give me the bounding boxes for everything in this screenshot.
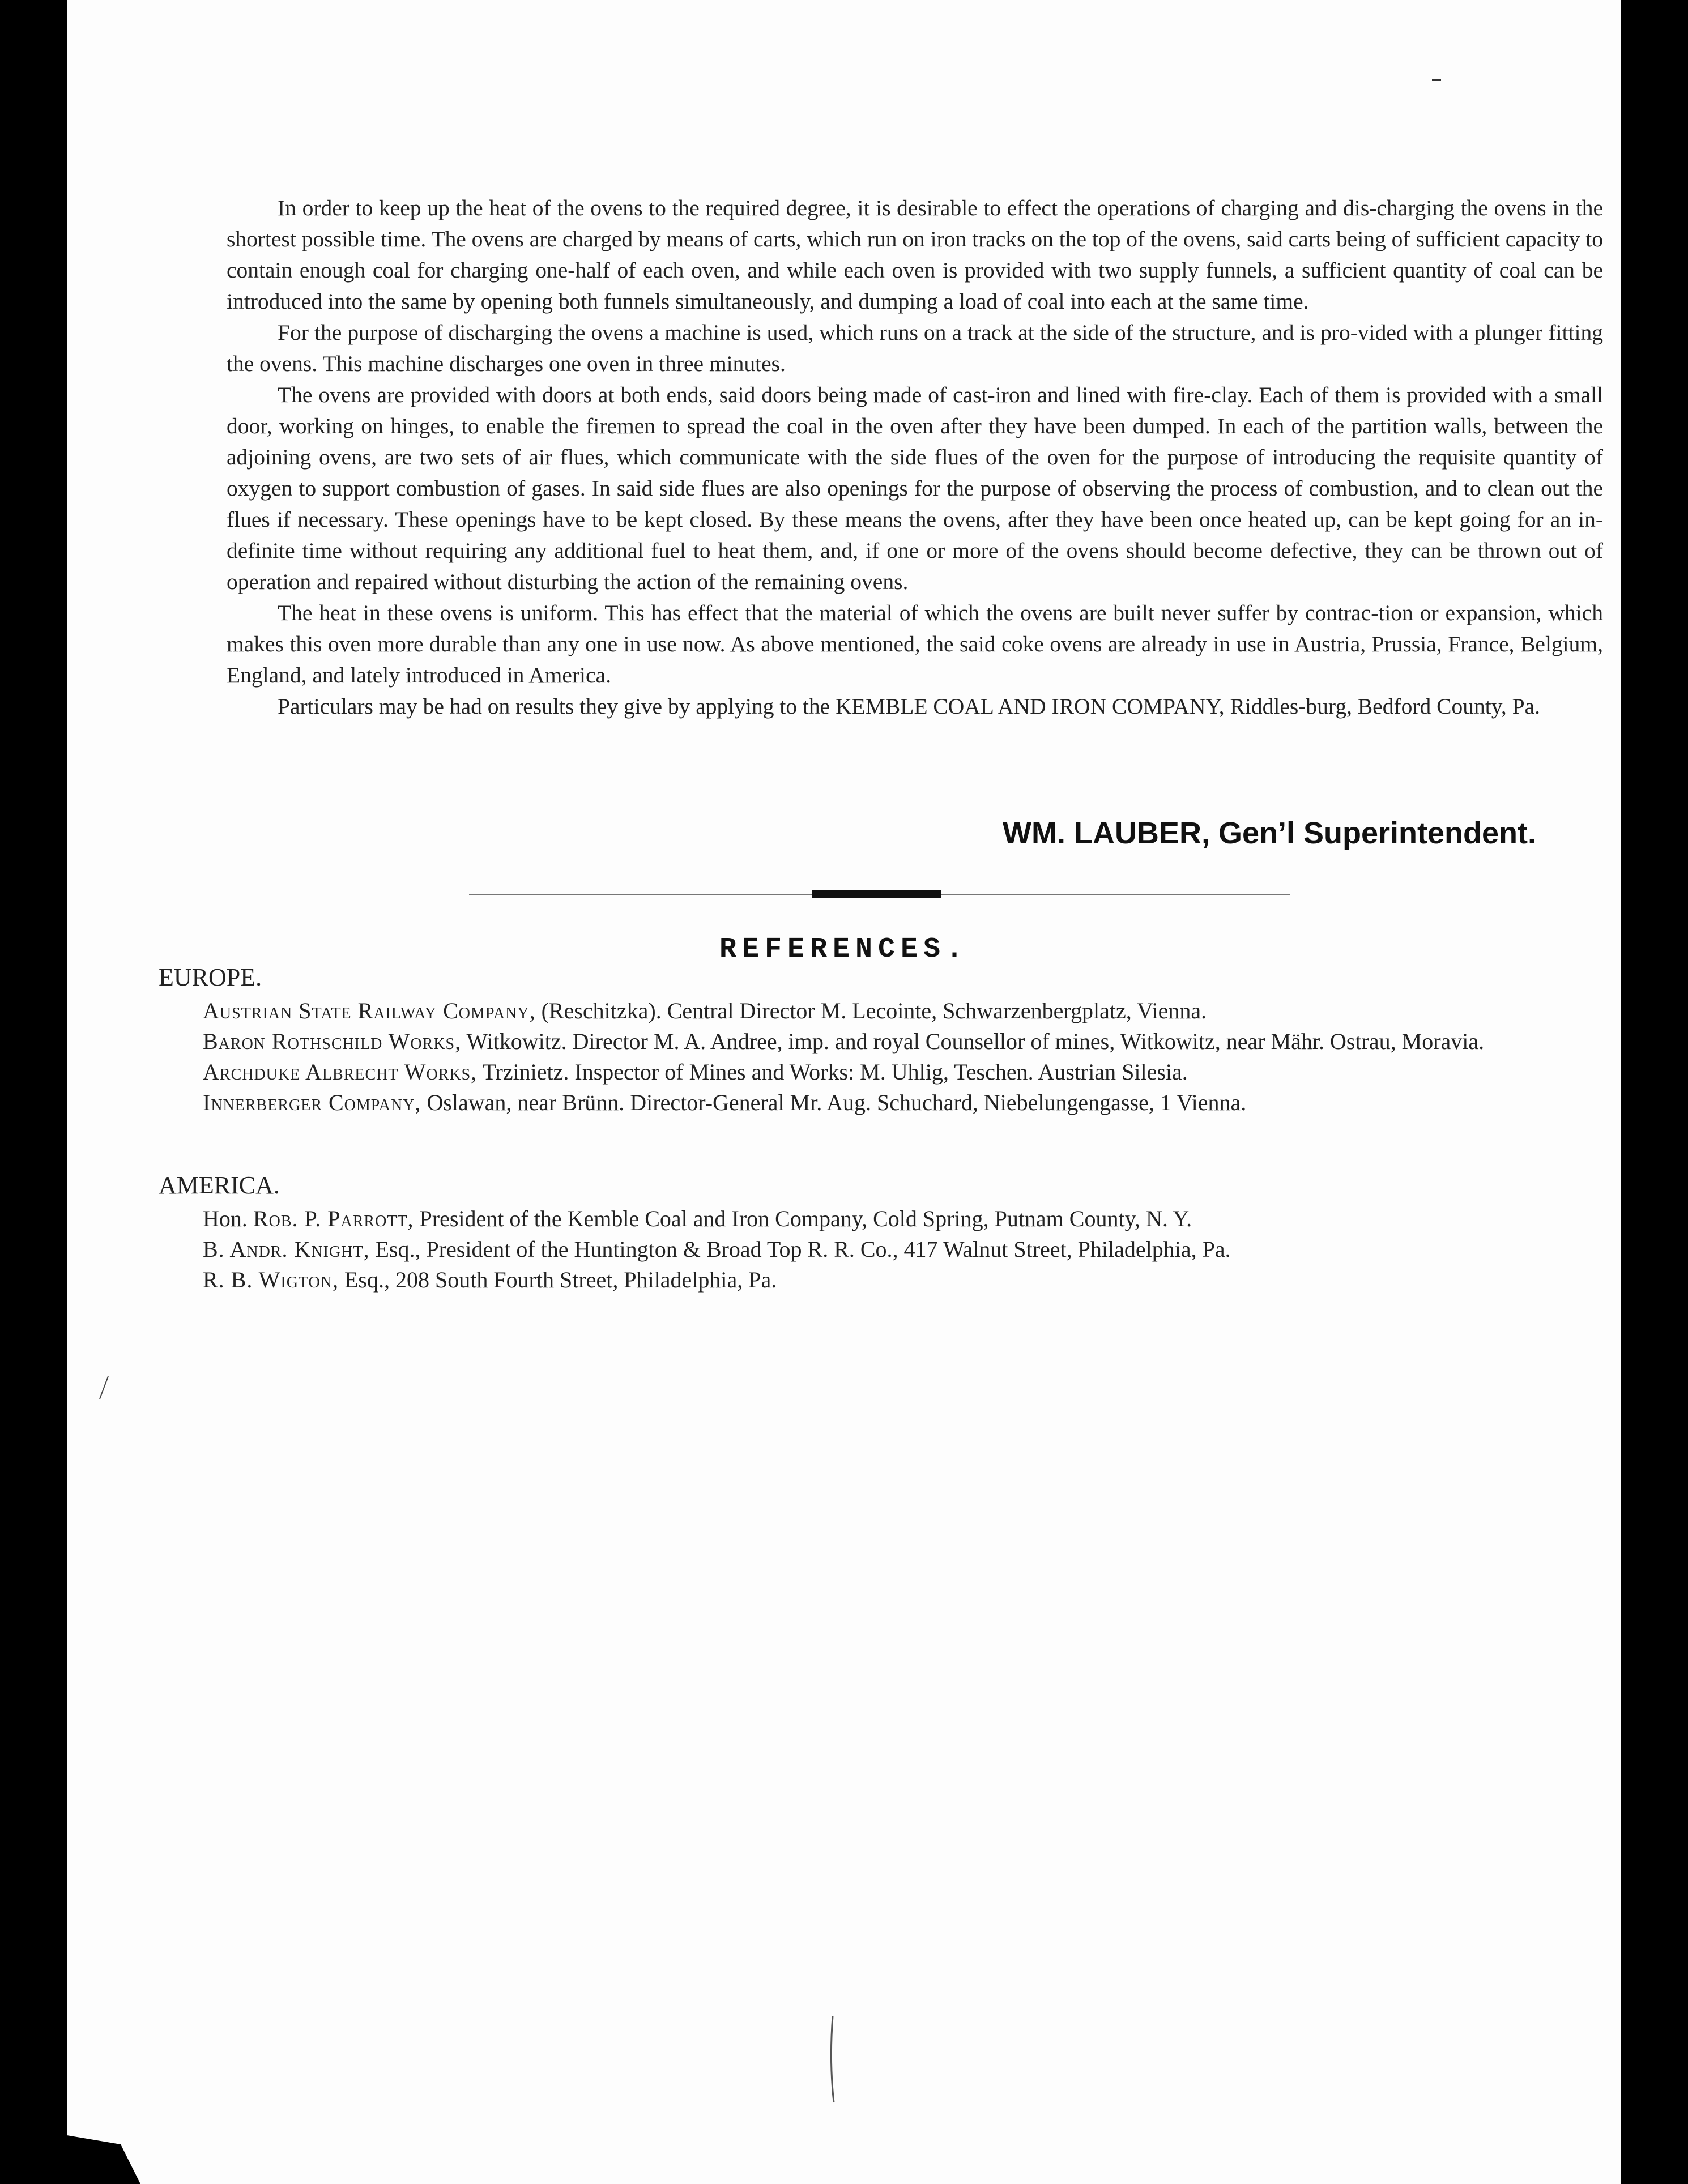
reference-entry — [203, 1087, 1579, 1118]
america-references — [203, 1204, 1579, 1295]
paragraph-charging: In order to keep up the heat of the ovens to the required degree, it is desirable to effect the operations of charging and dis-charging the ovens in the shortest possible time. The ovens are charged by means of carts, which run on iron tracks on the top of the ovens, said carts being of sufficient capacity to contain enough coal for charging one-half of each oven, and while each oven is provided with two supply funnels, a sufficient quantity of coal can be introduced into the same by opening both funnels simultaneously, and dumping a load of coal into each at the same time. — [227, 195, 1603, 314]
reference-detail: Trzinietz. Inspector of Mines and Works: M. Uhlig, Teschen. Austrian Silesia. — [477, 1059, 1188, 1085]
reference-detail: Witkowitz. Director M. A. Andree, imp. and royal Counsellor of mines, Witkowitz, near Mähr. Ostrau, Moravia. — [461, 1029, 1485, 1054]
reference-entry — [203, 1026, 1579, 1057]
reference-prefix: Hon. — [203, 1206, 253, 1231]
reference-detail: (Reschitzka). Central Director M. Lecointe, Schwarzenbergplatz, Vienna. — [535, 998, 1207, 1023]
paragraph-doors-flues: The ovens are provided with doors at both ends, said doors being made of cast-iron and lined with fire-clay. Each of them is provided with a small door, working on hinges, to enable the firemen to spread the coal in the oven after they have been dumped. In each of the partition walls, between the adjoining ovens, are two sets of air flues, which communicate with the side flues of the oven for the purpose of introducing the requisite quantity of oxygen to support combustion of gases. In said side flues are also openings for the purpose of observing the process of combustion, and to clean out the flues if necessary. These openings have to be kept closed. By these means the ovens, after they have been once heated up, can be kept going for an in-definite time without requiring any additional fuel to heat them, and, if one or more of the ovens should become defective, they can be thrown out of operation and repaired without disturbing the action of the remaining ovens. — [227, 382, 1603, 594]
reference-detail: President of the Kemble Coal and Iron Company, Cold Spring, Putnam County, N. Y. — [414, 1206, 1192, 1231]
paragraph-discharging: For the purpose of discharging the ovens a machine is used, which runs on a track at the side of the structure, and is pro-vided with a plunger fitting the ovens. This machine discharges one oven in three minutes. — [227, 320, 1603, 376]
references-heading: REFERENCES. — [719, 933, 969, 966]
reference-entry — [203, 1234, 1579, 1265]
reference-entry — [203, 996, 1579, 1026]
document-page — [67, 0, 1621, 2184]
reference-entry — [203, 1204, 1579, 1234]
body-text — [227, 193, 1603, 722]
reference-entry — [203, 1265, 1579, 1295]
region-label-america: AMERICA. — [159, 1171, 280, 1199]
reference-detail: Esq., President of the Huntington & Broad Top R. R. Co., 417 Walnut Street, Philadelphia, Pa. — [369, 1236, 1231, 1262]
paragraph-particulars: Particulars may be had on results they give by applying to the KEMBLE COAL AND IRON COMPANY, Riddles-burg, Bedford County, Pa. — [278, 694, 1541, 719]
region-label-europe: EUROPE. — [159, 963, 262, 991]
reference-name: Innerberger Company, — [203, 1090, 421, 1115]
reference-name: B. Andr. Knight, — [203, 1236, 370, 1262]
signature: WM. LAUBER, Gen’l Superintendent. — [1003, 816, 1536, 850]
divider-bar — [812, 890, 941, 898]
reference-name: R. B. Wigton, — [203, 1267, 339, 1293]
reference-detail: Oslawan, near Brünn. Director-General Mr. Aug. Schuchard, Niebelungengasse, 1 Vienna. — [421, 1090, 1247, 1115]
reference-entry — [203, 1057, 1579, 1087]
europe-references — [203, 996, 1579, 1118]
reference-detail: Esq., 208 South Fourth Street, Philadelphia, Pa. — [338, 1267, 777, 1293]
reference-name: Austrian State Railway Company, — [203, 998, 536, 1023]
reference-name: Archduke Albrecht Works, — [203, 1059, 478, 1085]
reference-name: Baron Rothschild Works, — [203, 1029, 462, 1054]
reference-name: Rob. P. Parrott, — [253, 1206, 414, 1231]
paragraph-uniform-heat: The heat in these ovens is uniform. This has effect that the material of which the ovens are built never suffer by contrac-tion or expansion, which makes this oven more durable than any one in use now. As above mentioned, the said coke ovens are already in use in Austria, Prussia, France, Belgium, England, and lately introduced in America. — [227, 600, 1603, 688]
